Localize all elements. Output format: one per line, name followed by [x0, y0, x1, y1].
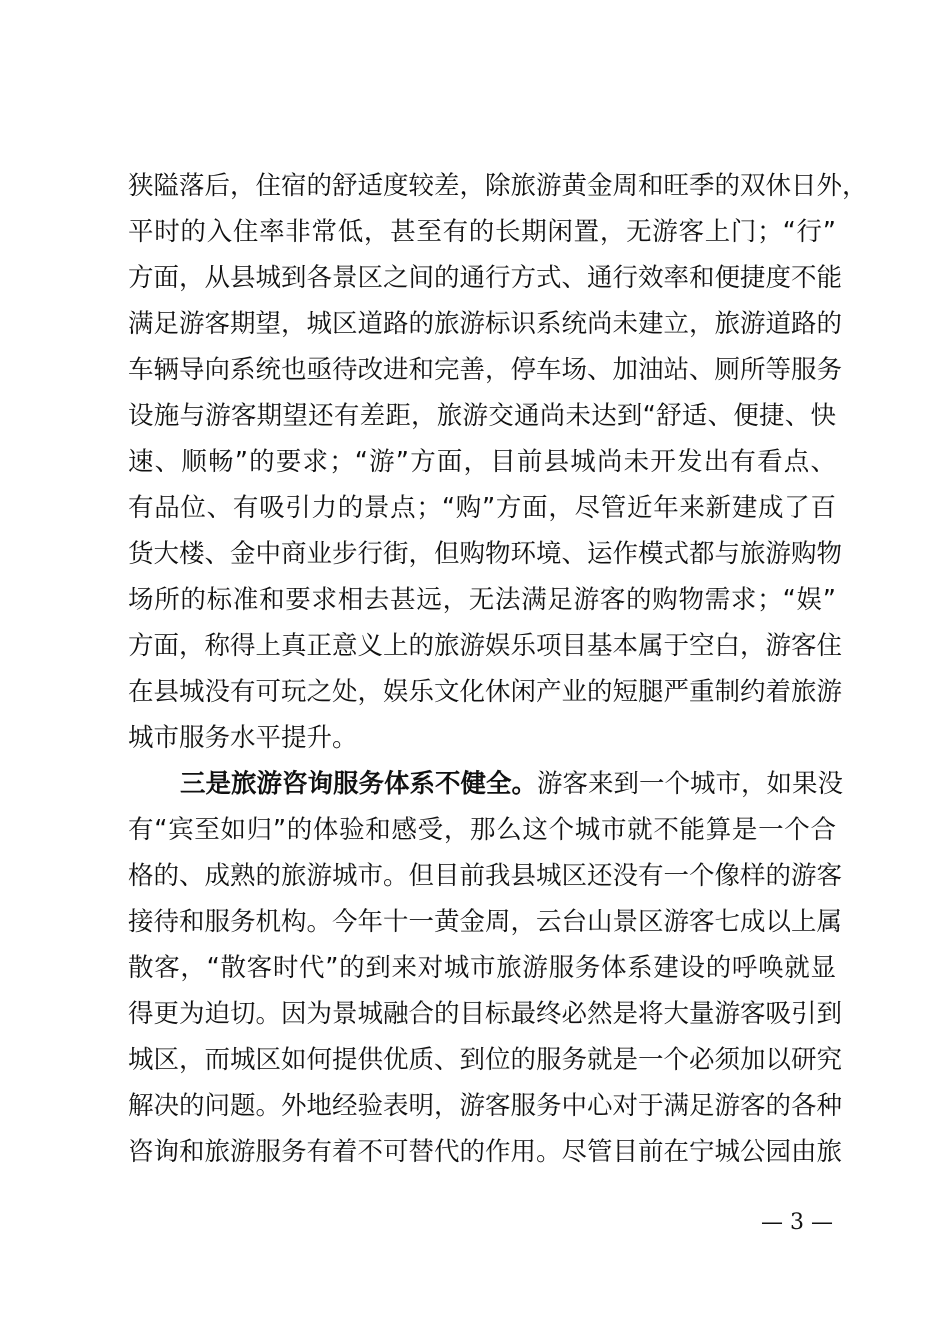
text-line: 有品位、有吸引力的景点；“购”方面，尽管近年来新建成了百	[128, 493, 836, 523]
text-line: 城市服务水平提升。	[128, 723, 358, 753]
text-line: 狭隘落后，住宿的舒适度较差，除旅游黄金周和旺季的双休日外，	[128, 171, 868, 201]
text-line: 在县城没有可玩之处，娱乐文化休闲产业的短腿严重制约着旅游	[128, 677, 843, 707]
paragraph-1	[128, 163, 868, 761]
body-text	[128, 163, 868, 1175]
text-line: 设施与游客期望还有差距，旅游交通尚未达到“舒适、便捷、快	[128, 401, 836, 431]
text-line: 场所的标准和要求相去甚远，无法满足游客的购物需求；“娱”	[128, 585, 836, 615]
paragraph-text: 游客来到一个城市，如果没	[537, 769, 844, 799]
page-number: — 3 —	[761, 1210, 833, 1235]
text-line: 散客，“散客时代”的到来对城市旅游服务体系建设的呼唤就显	[128, 953, 836, 983]
text-line: 车辆导向系统也亟待改进和完善，停车场、加油站、厕所等服务	[128, 355, 843, 385]
paragraph-2	[128, 761, 844, 1175]
text-line: 格的、成熟的旅游城市。但目前我县城区还没有一个像样的游客	[128, 861, 843, 891]
text-line: 平时的入住率非常低，甚至有的长期闲置，无游客上门；“行”	[128, 217, 836, 247]
text-line: 咨询和旅游服务有着不可替代的作用。尽管目前在宁城公园由旅	[128, 1137, 843, 1167]
text-line: 得更为迫切。因为景城融合的目标最终必然是将大量游客吸引到	[128, 999, 843, 1029]
text-line: 解决的问题。外地经验表明，游客服务中心对于满足游客的各种	[128, 1091, 843, 1121]
text-line: 速、顺畅”的要求；“游”方面，目前县城尚未开发出有看点、	[128, 447, 836, 477]
text-line: 货大楼、金中商业步行街，但购物环境、运作模式都与旅游购物	[128, 539, 843, 569]
text-line: 方面，称得上真正意义上的旅游娱乐项目基本属于空白，游客住	[128, 631, 843, 661]
text-line: 有“宾至如归”的体验和感受，那么这个城市就不能算是一个合	[128, 815, 836, 845]
text-line: 接待和服务机构。今年十一黄金周，云台山景区游客七成以上属	[128, 907, 843, 937]
text-line: 城区，而城区如何提供优质、到位的服务就是一个必须加以研究	[128, 1045, 843, 1075]
paragraph-heading: 三是旅游咨询服务体系不健全。	[180, 769, 538, 799]
text-line: 满足游客期望，城区道路的旅游标识系统尚未建立，旅游道路的	[128, 309, 843, 339]
text-line	[128, 761, 844, 807]
text-line: 方面，从县城到各景区之间的通行方式、通行效率和便捷度不能	[128, 263, 843, 293]
